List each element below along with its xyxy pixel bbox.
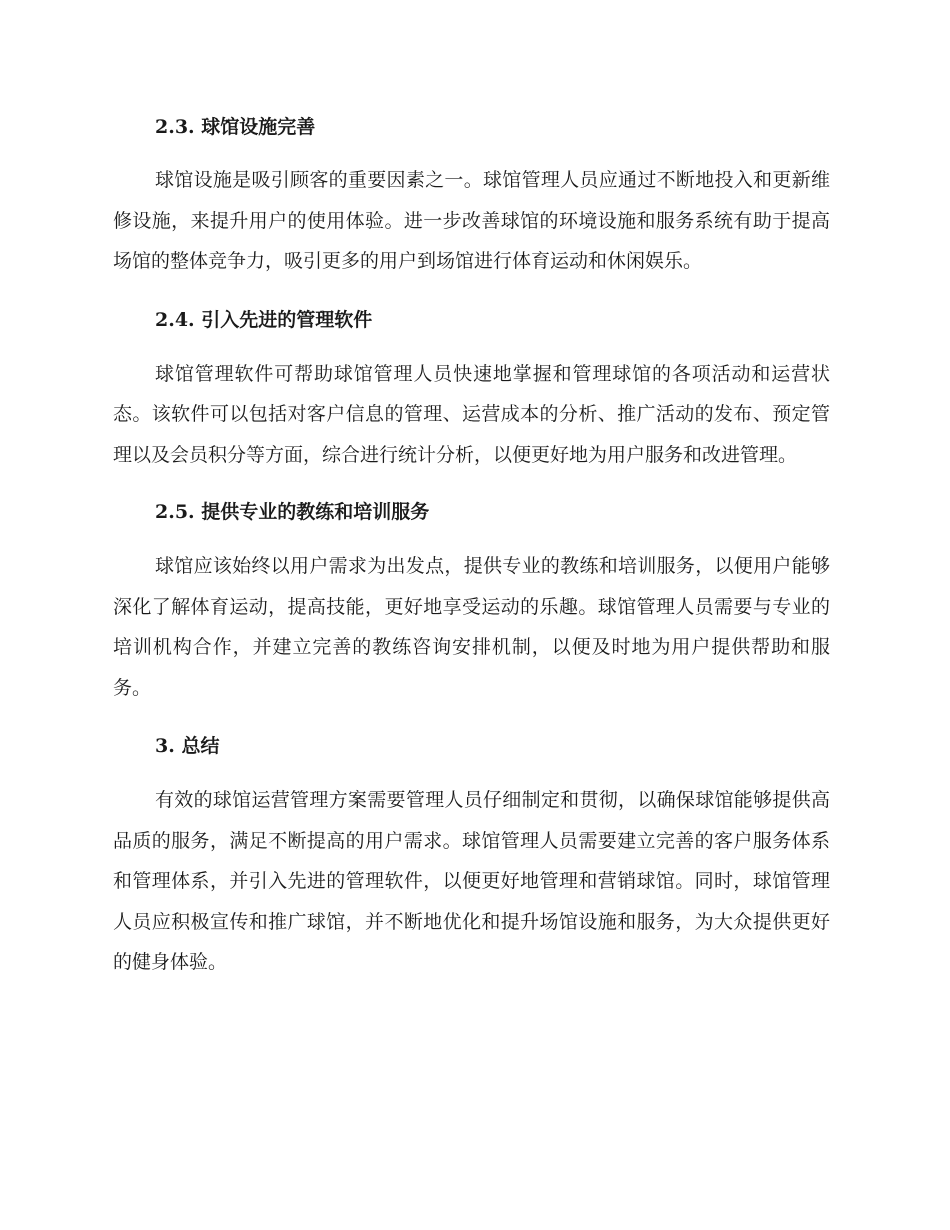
section-paragraph-coaching-training: 球馆应该始终以用户需求为出发点，提供专业的教练和培训服务，以便用户能够深化了解体育运动，提高技能，更好地享受运动的乐趣。球馆管理人员需要与专业的培训机构合作，并建立完善的教练咨询安排机制，以便及时地为用户提供帮助和服务。 — [113, 555, 830, 699]
section-heading-coaching-training: 2.5. 提供专业的教练和培训服务 — [155, 501, 430, 523]
section-paragraph-summary: 有效的球馆运营管理方案需要管理人员仔细制定和贯彻，以确保球馆能够提供高品质的服务，满足不断提高的用户需求。球馆管理人员需要建立完善的客户服务体系和管理体系，并引入先进的管理软件，以便更好地管理和营销球馆。同时，球馆管理人员应积极宣传和推广球馆，并不断地优化和提升场馆设施和服务，为大众提供更好的健身体验。 — [113, 789, 830, 973]
document-body — [113, 105, 830, 983]
section-heading-summary: 3. 总结 — [155, 735, 220, 757]
section-heading-facilities: 2.3. 球馆设施完善 — [155, 116, 316, 138]
section-paragraph-management-software: 球馆管理软件可帮助球馆管理人员快速地掌握和管理球馆的各项活动和运营状态。该软件可以包括对客户信息的管理、运营成本的分析、推广活动的发布、预定管理以及会员积分等方面，综合进行统计分析，以便更好地为用户服务和改进管理。 — [113, 362, 830, 466]
section-heading-management-software: 2.4. 引入先进的管理软件 — [155, 308, 373, 331]
section-paragraph-facilities: 球馆设施是吸引顾客的重要因素之一。球馆管理人员应通过不断地投入和更新维修设施，来提升用户的使用体验。进一步改善球馆的环境设施和服务系统有助于提高场馆的整体竞争力，吸引更多的用户到场馆进行体育运动和休闲娱乐。 — [113, 169, 830, 272]
